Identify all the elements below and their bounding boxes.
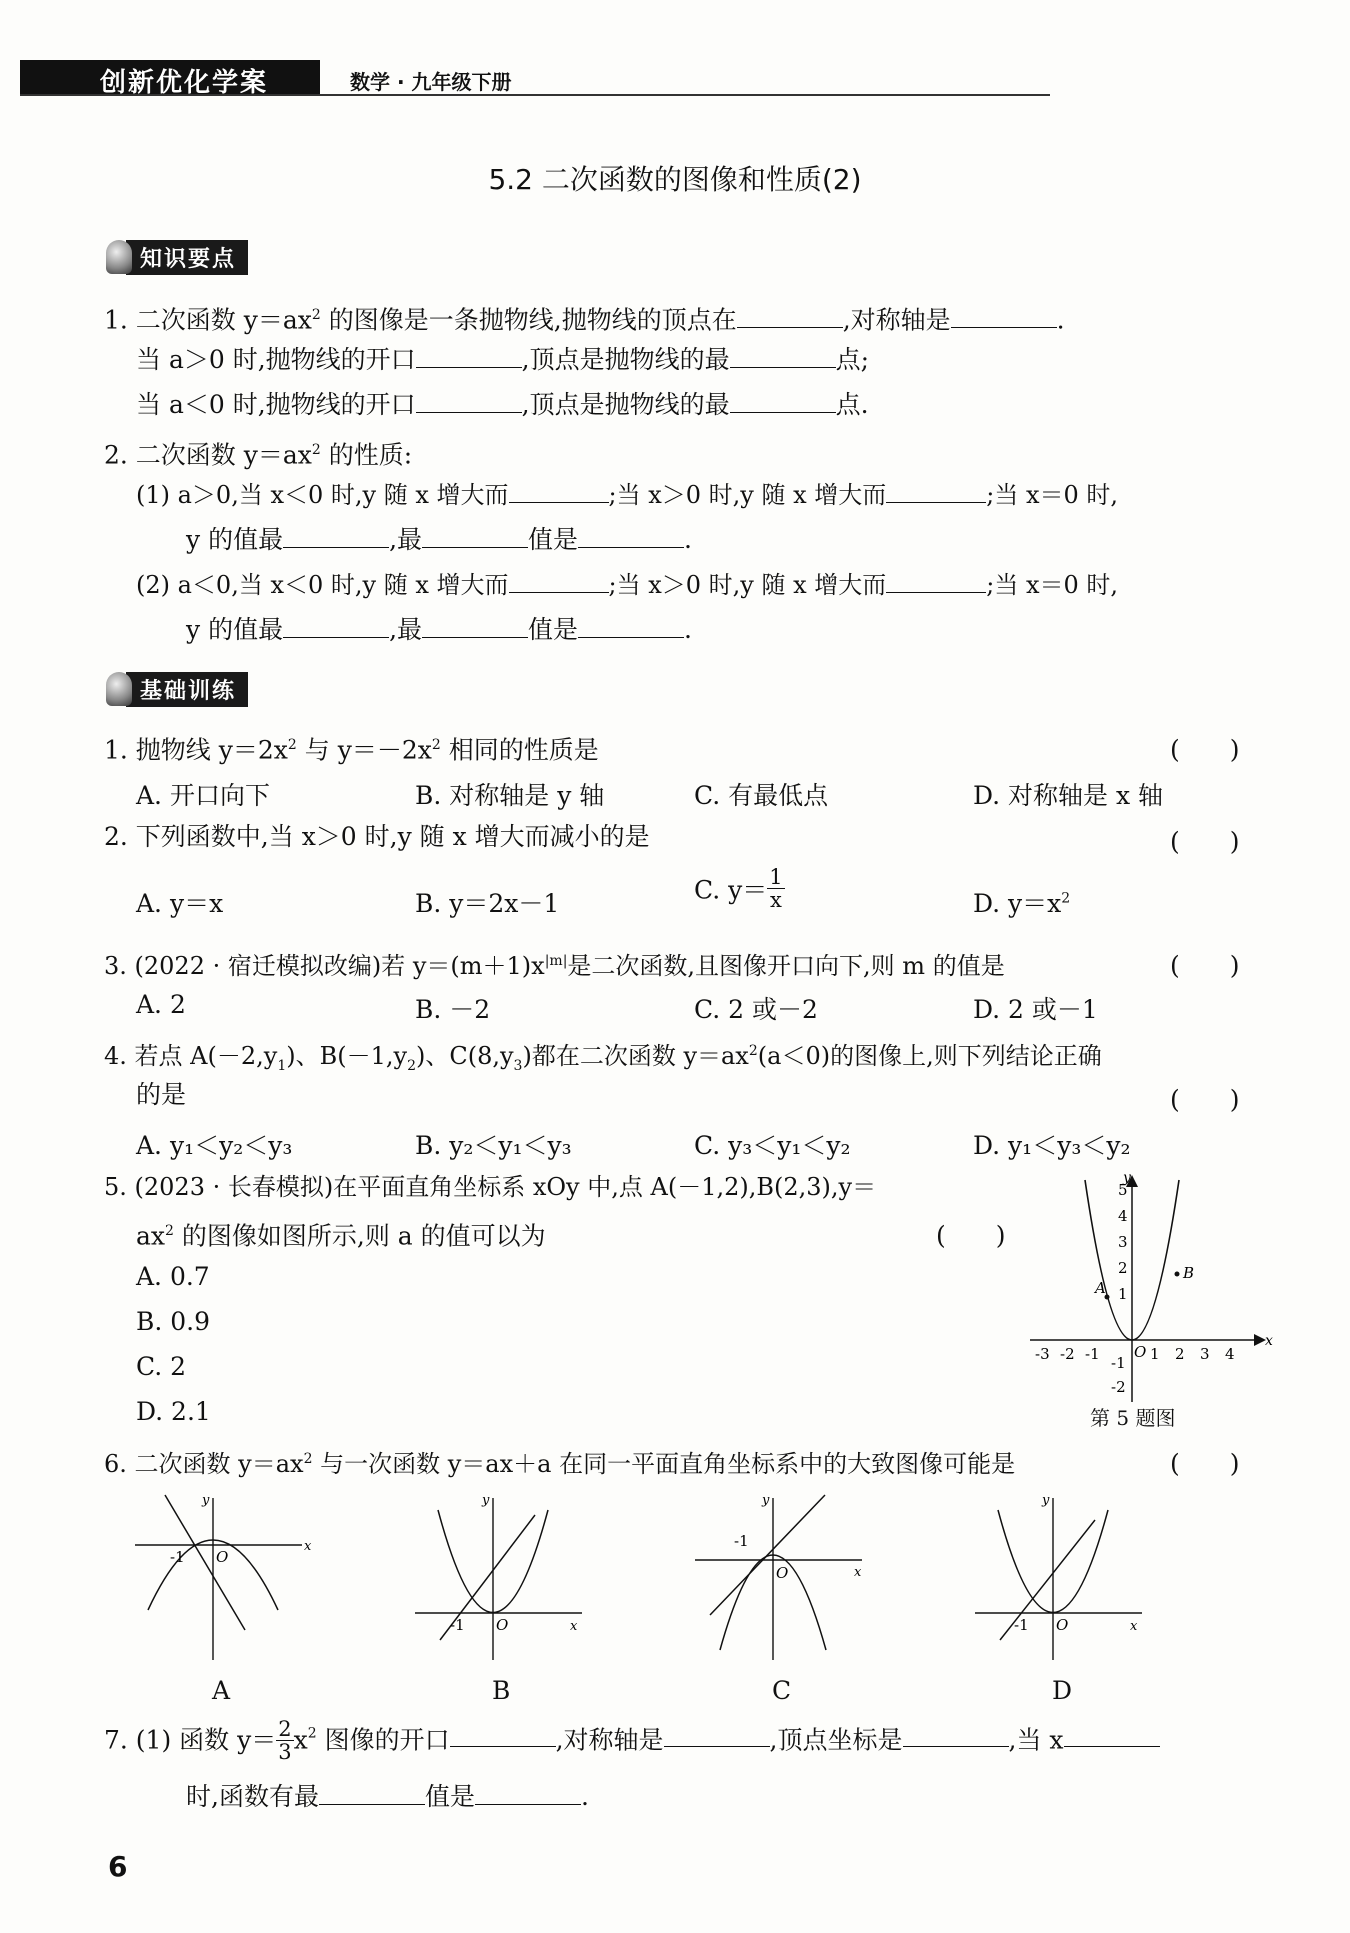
- svg-text:x: x: [1265, 1333, 1273, 1349]
- option-d[interactable]: D. y₁＜y₃＜y₂: [973, 1131, 1131, 1160]
- answer-blank[interactable]: [886, 480, 986, 503]
- option-c[interactable]: C. y₃＜y₁＜y₂: [694, 1131, 851, 1160]
- graph-label-a: A: [212, 1676, 231, 1705]
- fraction: $\frac{2}{3}$: [278, 1717, 292, 1764]
- svg-text:-1: -1: [1111, 1354, 1126, 1372]
- svg-text:A: A: [1095, 1279, 1106, 1297]
- answer-blank[interactable]: [416, 390, 522, 413]
- option-c[interactable]: C. 2: [136, 1352, 187, 1381]
- answer-blank[interactable]: [509, 480, 609, 503]
- svg-text:2: 2: [1118, 1259, 1128, 1277]
- option-c[interactable]: C. y＝ $\frac{1}{x}$: [694, 865, 783, 912]
- answer-blank[interactable]: [422, 525, 528, 548]
- answer-blank[interactable]: [283, 615, 389, 638]
- svg-text:-3: -3: [1035, 1345, 1050, 1363]
- svg-text:4: 4: [1118, 1207, 1128, 1225]
- figure-caption: 第 5 题图: [1090, 1406, 1176, 1430]
- graph-label-b: B: [492, 1676, 511, 1705]
- answer-blank[interactable]: [1064, 1724, 1160, 1747]
- answer-blank[interactable]: [730, 345, 836, 368]
- svg-text:-1: -1: [450, 1616, 465, 1634]
- svg-text:B: B: [1183, 1264, 1195, 1282]
- option-b[interactable]: B. 0.9: [136, 1307, 211, 1336]
- answer-blank[interactable]: [422, 615, 528, 638]
- svg-text:O: O: [1134, 1343, 1147, 1361]
- svg-text:5: 5: [1118, 1181, 1128, 1199]
- option-a[interactable]: A. 0.7: [136, 1262, 210, 1291]
- option-a[interactable]: A. 开口向下: [136, 781, 270, 810]
- answer-blank[interactable]: [578, 615, 684, 638]
- option-b[interactable]: B. y₂＜y₁＜y₃: [415, 1131, 572, 1160]
- answer-blank[interactable]: [450, 1724, 556, 1747]
- option-d[interactable]: D. 2 或－1: [973, 995, 1098, 1024]
- svg-text:y: y: [1042, 1493, 1050, 1508]
- subject-label: 数学 · 九年级下册: [350, 70, 512, 94]
- svg-text:-1: -1: [734, 1532, 749, 1550]
- svg-text:O: O: [216, 1548, 229, 1566]
- option-b[interactable]: B. y＝2x－1: [415, 889, 560, 918]
- svg-text:x: x: [570, 1619, 578, 1634]
- answer-paren[interactable]: ( ): [1170, 951, 1240, 980]
- option-c[interactable]: C. 有最低点: [694, 781, 829, 810]
- answer-paren[interactable]: ( ): [1170, 735, 1240, 764]
- answer-blank[interactable]: [903, 1724, 1009, 1747]
- svg-text:-2: -2: [1060, 1345, 1075, 1363]
- svg-text:y: y: [1123, 1170, 1131, 1186]
- page-title: 5.2 二次函数的图像和性质(2): [488, 163, 862, 196]
- answer-blank[interactable]: [730, 390, 836, 413]
- option-d[interactable]: D. 对称轴是 x 轴: [973, 781, 1164, 810]
- svg-text:y: y: [762, 1493, 770, 1508]
- option-b[interactable]: B. －2: [415, 995, 491, 1024]
- book-brand: 创新优化学案: [100, 68, 269, 98]
- option-b[interactable]: B. 对称轴是 y 轴: [415, 781, 605, 810]
- svg-text:O: O: [1056, 1616, 1069, 1634]
- point-b: [1175, 1272, 1180, 1277]
- q6-graph-d[interactable]: [970, 1490, 1150, 1665]
- answer-blank[interactable]: [475, 1782, 581, 1805]
- svg-text:1: 1: [1118, 1285, 1128, 1303]
- section-training: [106, 672, 248, 706]
- y-ticks: [1111, 1181, 1128, 1396]
- section-label: 基础训练: [126, 672, 248, 707]
- answer-blank[interactable]: [416, 345, 522, 368]
- svg-text:x: x: [854, 1565, 862, 1580]
- answer-blank[interactable]: [509, 570, 609, 593]
- page-number: 6: [108, 1850, 128, 1883]
- q6-graph-c[interactable]: [690, 1490, 870, 1665]
- lightbulb-icon: [106, 240, 132, 274]
- lightbulb-icon: [106, 672, 132, 706]
- answer-paren[interactable]: ( ): [1170, 1085, 1240, 1114]
- answer-paren[interactable]: ( ): [1170, 1449, 1240, 1478]
- svg-text:-1: -1: [1014, 1616, 1029, 1634]
- q5-graph: [1025, 1170, 1275, 1410]
- answer-blank[interactable]: [283, 525, 389, 548]
- svg-text:1: 1: [1150, 1345, 1160, 1363]
- fraction: $\frac{1}{x}$: [769, 865, 783, 912]
- q6-graph-a[interactable]: [130, 1490, 310, 1665]
- graph-label-c: C: [772, 1676, 792, 1705]
- svg-text:3: 3: [1200, 1345, 1210, 1363]
- svg-text:3: 3: [1118, 1233, 1128, 1251]
- svg-text:y: y: [482, 1493, 490, 1508]
- answer-blank[interactable]: [951, 305, 1057, 328]
- answer-blank[interactable]: [886, 570, 986, 593]
- svg-text:-1: -1: [170, 1548, 185, 1566]
- svg-text:y: y: [202, 1493, 210, 1508]
- section-label: 知识要点: [126, 240, 248, 275]
- answer-paren[interactable]: ( ): [1170, 827, 1240, 856]
- option-d[interactable]: D. 2.1: [136, 1397, 211, 1426]
- option-a[interactable]: A. y₁＜y₂＜y₃: [136, 1131, 293, 1160]
- answer-blank[interactable]: [737, 305, 843, 328]
- option-a[interactable]: A. 2: [136, 990, 186, 1019]
- graph-label-d: D: [1052, 1676, 1073, 1705]
- svg-text:O: O: [496, 1616, 509, 1634]
- svg-text:-2: -2: [1111, 1378, 1126, 1396]
- svg-text:-1: -1: [1085, 1345, 1100, 1363]
- answer-paren[interactable]: ( ): [936, 1221, 1006, 1250]
- section-knowledge: [106, 240, 248, 274]
- svg-text:O: O: [776, 1564, 789, 1582]
- svg-text:x: x: [304, 1539, 312, 1554]
- option-a[interactable]: A. y＝x: [136, 889, 224, 918]
- answer-blank[interactable]: [319, 1782, 425, 1805]
- answer-blank[interactable]: [664, 1724, 770, 1747]
- answer-blank[interactable]: [578, 525, 684, 548]
- option-d[interactable]: D. $y=x^2$: [973, 889, 1071, 918]
- svg-text:2: 2: [1175, 1345, 1185, 1363]
- svg-text:x: x: [1130, 1619, 1138, 1634]
- q6-graph-b[interactable]: [410, 1490, 590, 1665]
- svg-text:4: 4: [1225, 1345, 1235, 1363]
- option-c[interactable]: C. 2 或－2: [694, 995, 818, 1024]
